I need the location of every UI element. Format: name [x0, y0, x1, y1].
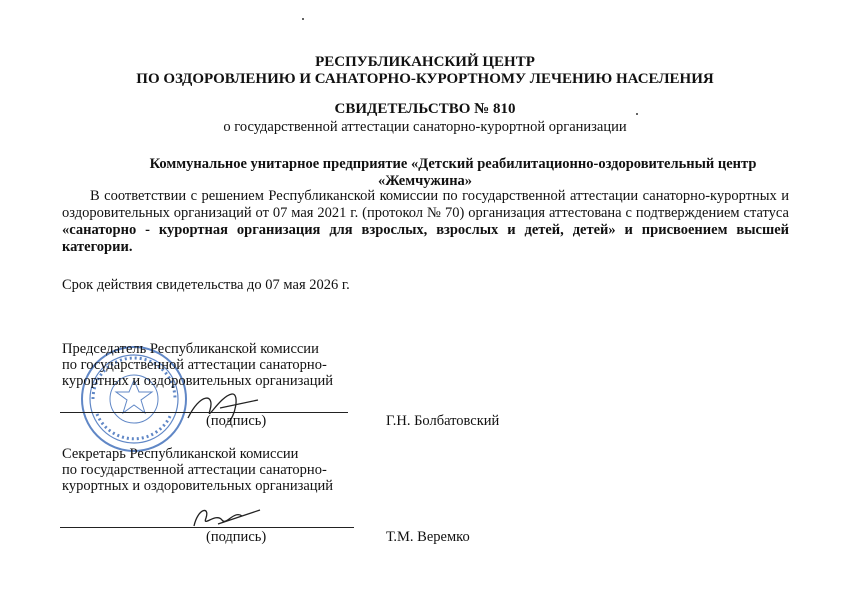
secretary-title-line2: по государственной аттестации санаторно-	[62, 462, 327, 478]
secretary-signature-line	[60, 527, 354, 528]
certificate-title: СВИДЕТЕЛЬСТВО № 810	[334, 101, 516, 117]
secretary-name: Т.М. Веремко	[386, 529, 470, 545]
chairman-title-line2: по государственной аттестации санаторно-	[62, 357, 327, 373]
chairman-signature-caption: (подпись)	[206, 413, 267, 429]
decorative-dot	[302, 18, 304, 20]
attestation-text: В соответствии с решением Республиканской комиссии по государственной аттестации санаторно-курортных и оздоровительных организаций от 07 мая 2021 г. (протокол № 70) организация аттестована с подтверждением статуса	[62, 188, 789, 221]
secretary-title-line1: Секретарь Республиканской комиссии	[62, 446, 299, 462]
issuer-name-line1: РЕСПУБЛИКАНСКИЙ ЦЕНТР	[315, 54, 535, 70]
chairman-title-line1: Председатель Республиканской комиссии	[62, 341, 319, 357]
attestation-paragraph	[62, 188, 789, 256]
certificate-subtitle: о государственной аттестации санаторно-курортной организации	[223, 119, 627, 135]
secretary-signature-caption: (подпись)	[206, 529, 267, 545]
issuer-name-line2: ПО ОЗДОРОВЛЕНИЮ И САНАТОРНО-КУРОРТНОМУ ЛЕЧЕНИЮ НАСЕЛЕНИЯ	[136, 71, 714, 87]
chairman-title-line3: курортных и оздоровительных организаций	[62, 373, 334, 389]
organization-name-line2: «Жемчужина»	[377, 173, 473, 189]
organization-name-line1: Коммунальное унитарное предприятие «Детский реабилитационно-оздоровительный центр	[149, 156, 757, 172]
chairman-signature-line	[60, 412, 348, 413]
attestation-status: «санаторно - курортная организация для взрослых, взрослых и детей, детей» и присвоением высшей категории.	[62, 222, 789, 255]
secretary-title-line3: курортных и оздоровительных организаций	[62, 478, 334, 494]
validity-text: Срок действия свидетельства до 07 мая 2026 г.	[62, 277, 350, 293]
chairman-name: Г.Н. Болбатовский	[386, 413, 500, 429]
